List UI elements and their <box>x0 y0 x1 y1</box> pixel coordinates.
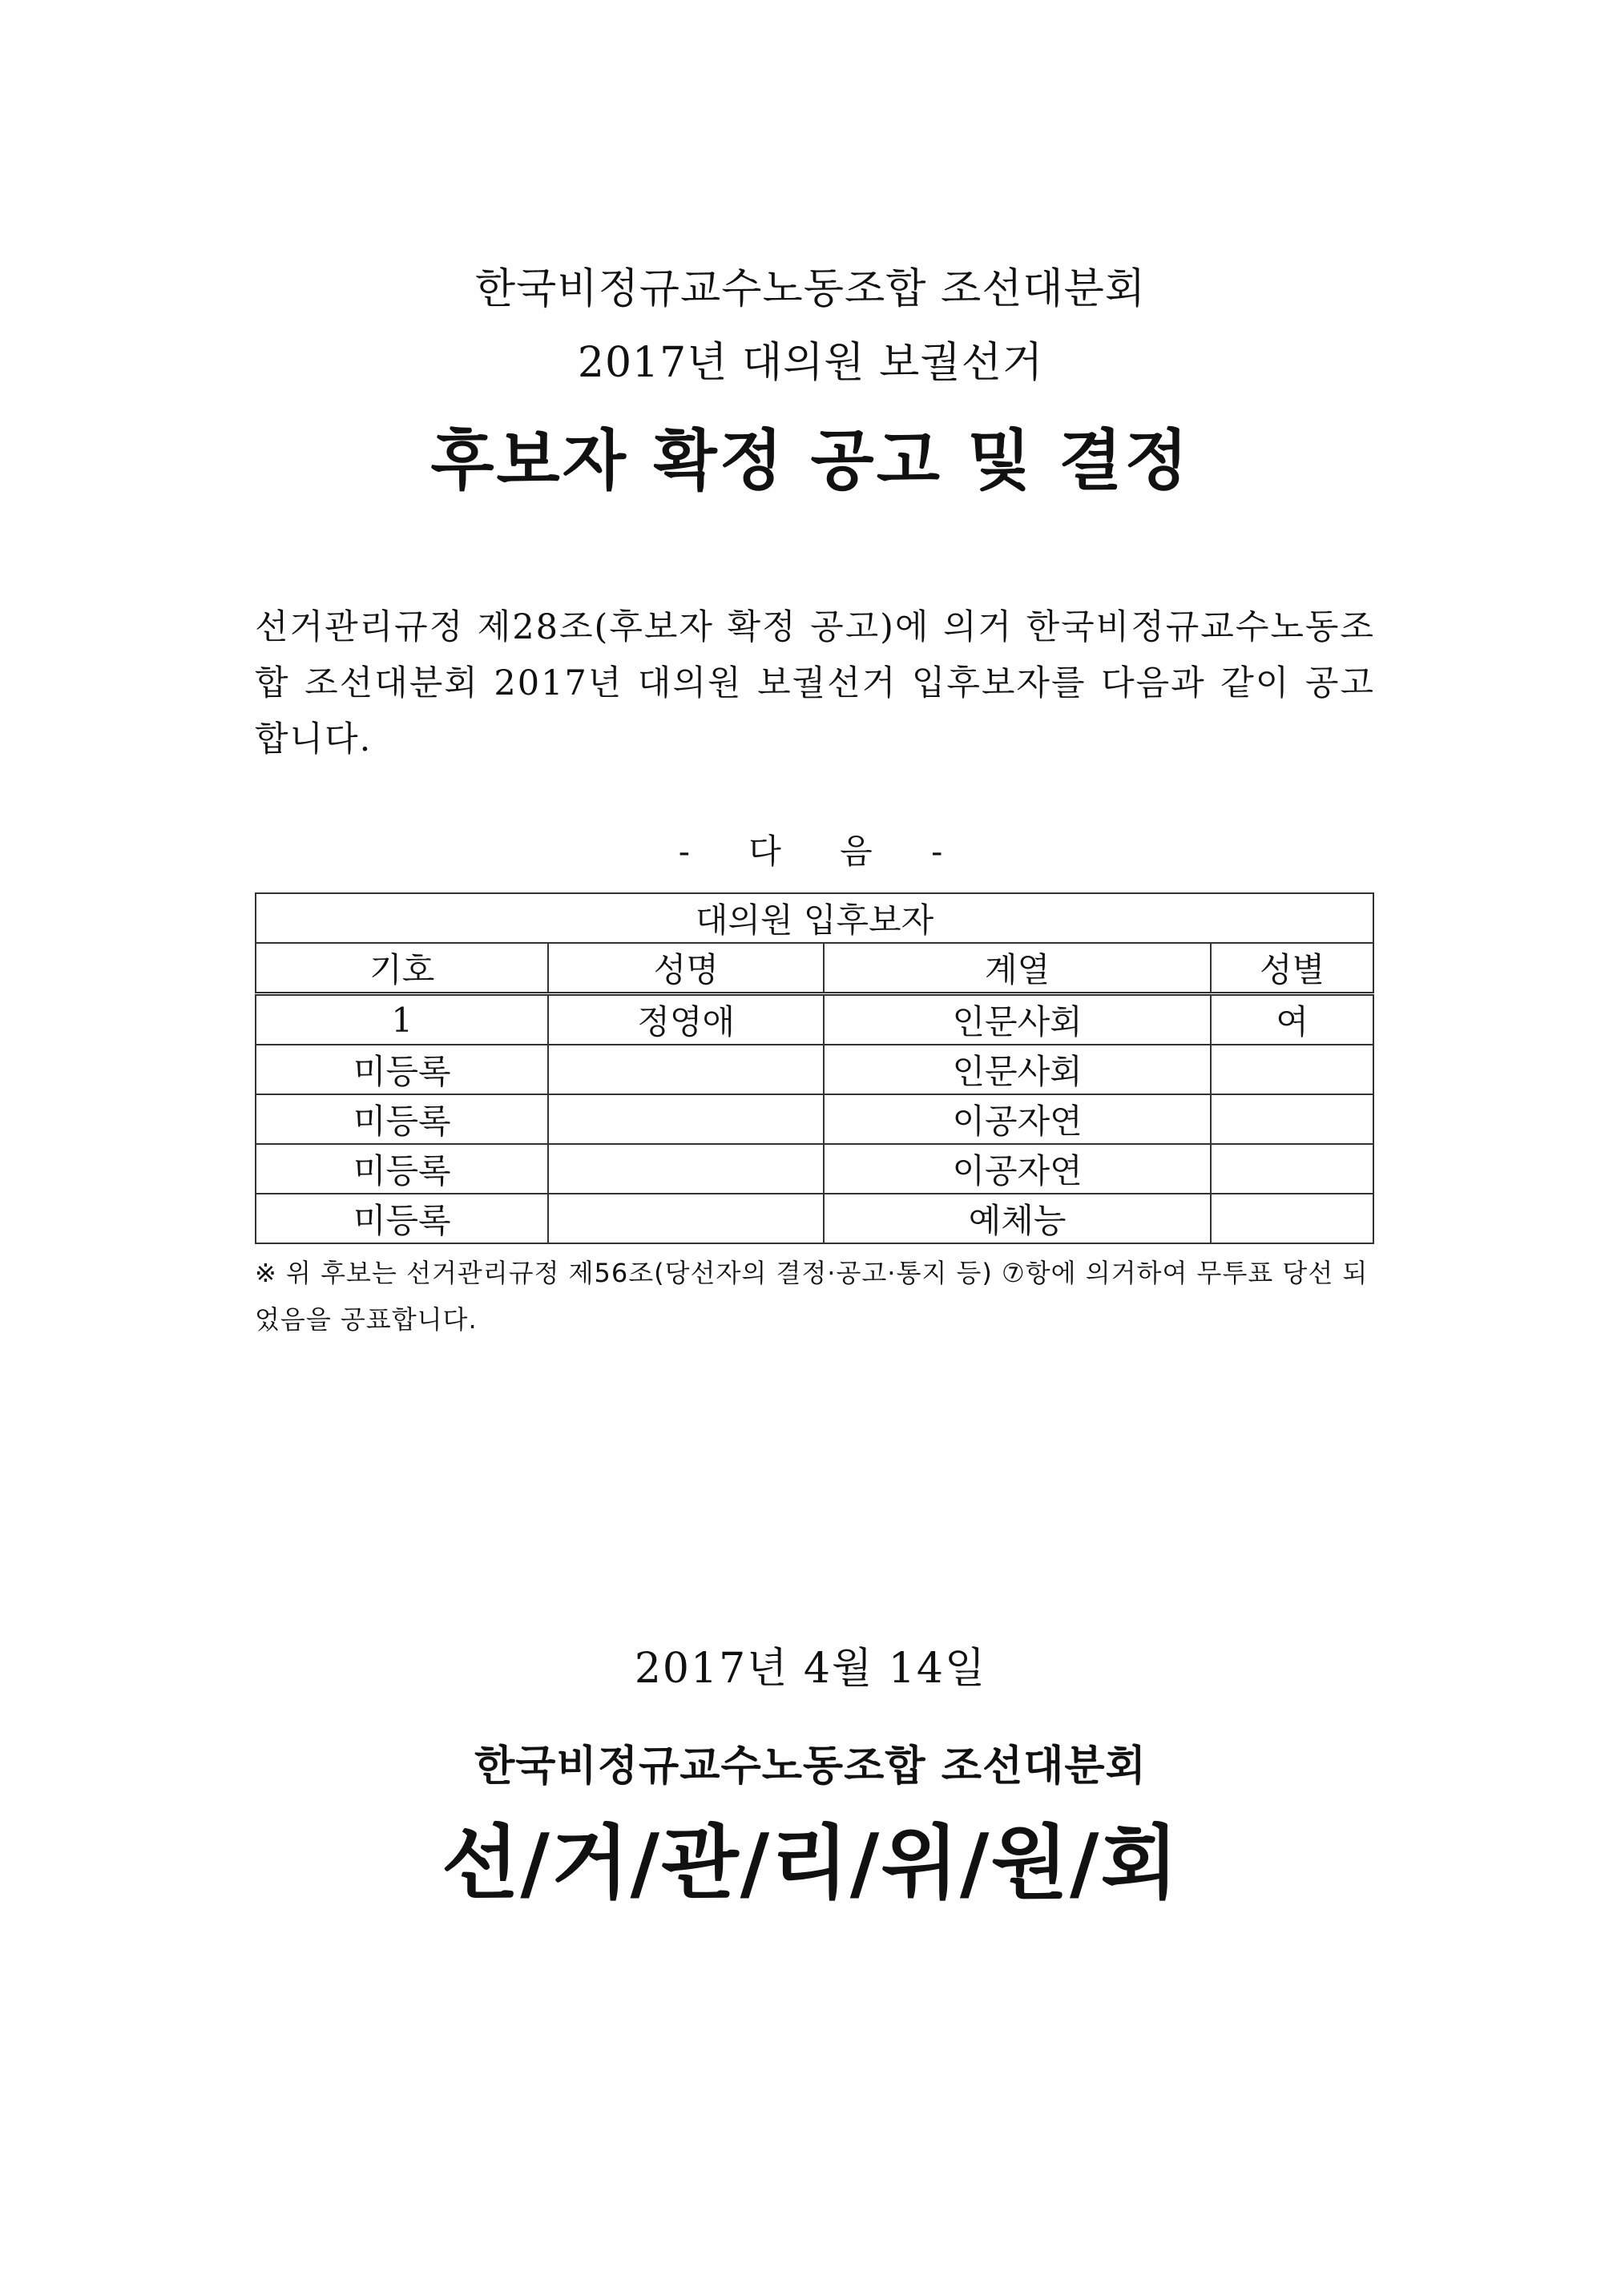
table-cell: 미등록 <box>256 1045 548 1094</box>
table-cell <box>548 1194 824 1243</box>
table-row <box>256 1045 1373 1094</box>
column-header: 성명 <box>548 943 824 994</box>
table-cell: 여 <box>1211 994 1373 1045</box>
table-row <box>256 994 1373 1045</box>
column-header: 기호 <box>256 943 548 994</box>
result-note: ※ 위 후보는 선거관리규정 제56조(당선자의 결정·공고·통지 등) ⑦항에 의거하여 무투표 당선 되었음을 공표합니다. <box>255 1258 1369 1335</box>
table-cell: 이공자연 <box>824 1094 1211 1144</box>
table-cell: 예체능 <box>824 1194 1211 1243</box>
table-cell <box>548 1094 824 1144</box>
footer-org: 한국비정규교수노동조합 조선대분회 <box>474 1742 1147 1790</box>
header-election: 2017년 대의원 보궐선거 <box>577 339 1044 387</box>
table-cell: 이공자연 <box>824 1144 1211 1194</box>
page-title: 후보자 확정 공고 및 결정 <box>430 423 1191 499</box>
announcement-date: 2017년 4월 14일 <box>634 1645 987 1693</box>
column-header: 계열 <box>824 943 1211 994</box>
table-cell <box>1211 1094 1373 1144</box>
table-cell: 미등록 <box>256 1144 548 1194</box>
committee-name: 선/거/관/리/위/원/회 <box>441 1816 1180 1910</box>
table-cell <box>1211 1144 1373 1194</box>
header-org: 한국비정규교수노동조합 조선대분회 <box>474 265 1147 313</box>
table-cell <box>548 1144 824 1194</box>
table-cell: 미등록 <box>256 1194 548 1243</box>
table-cell: 인문사회 <box>824 994 1211 1045</box>
table-cell <box>1211 1194 1373 1243</box>
table-row <box>256 1144 1373 1194</box>
column-header: 성별 <box>1211 943 1373 994</box>
intro-paragraph: 선거관리규정 제28조(후보자 확정 공고)에 의거 한국비정규교수노동조합 조선대분회 2017년 대의원 보궐선거 입후보자를 다음과 같이 공고합니다. <box>255 607 1375 759</box>
section-marker: - 다 음 - <box>678 832 943 871</box>
candidate-table <box>255 892 1374 1244</box>
table-cell: 정영애 <box>548 994 824 1045</box>
table-cell <box>1211 1045 1373 1094</box>
table-row <box>256 1094 1373 1144</box>
table-cell <box>548 1045 824 1094</box>
table-row <box>256 1194 1373 1243</box>
table-cell: 미등록 <box>256 1094 548 1144</box>
table-caption: 대의원 입후보자 <box>256 893 1373 943</box>
table-cell: 1 <box>256 994 548 1045</box>
table-cell: 인문사회 <box>824 1045 1211 1094</box>
